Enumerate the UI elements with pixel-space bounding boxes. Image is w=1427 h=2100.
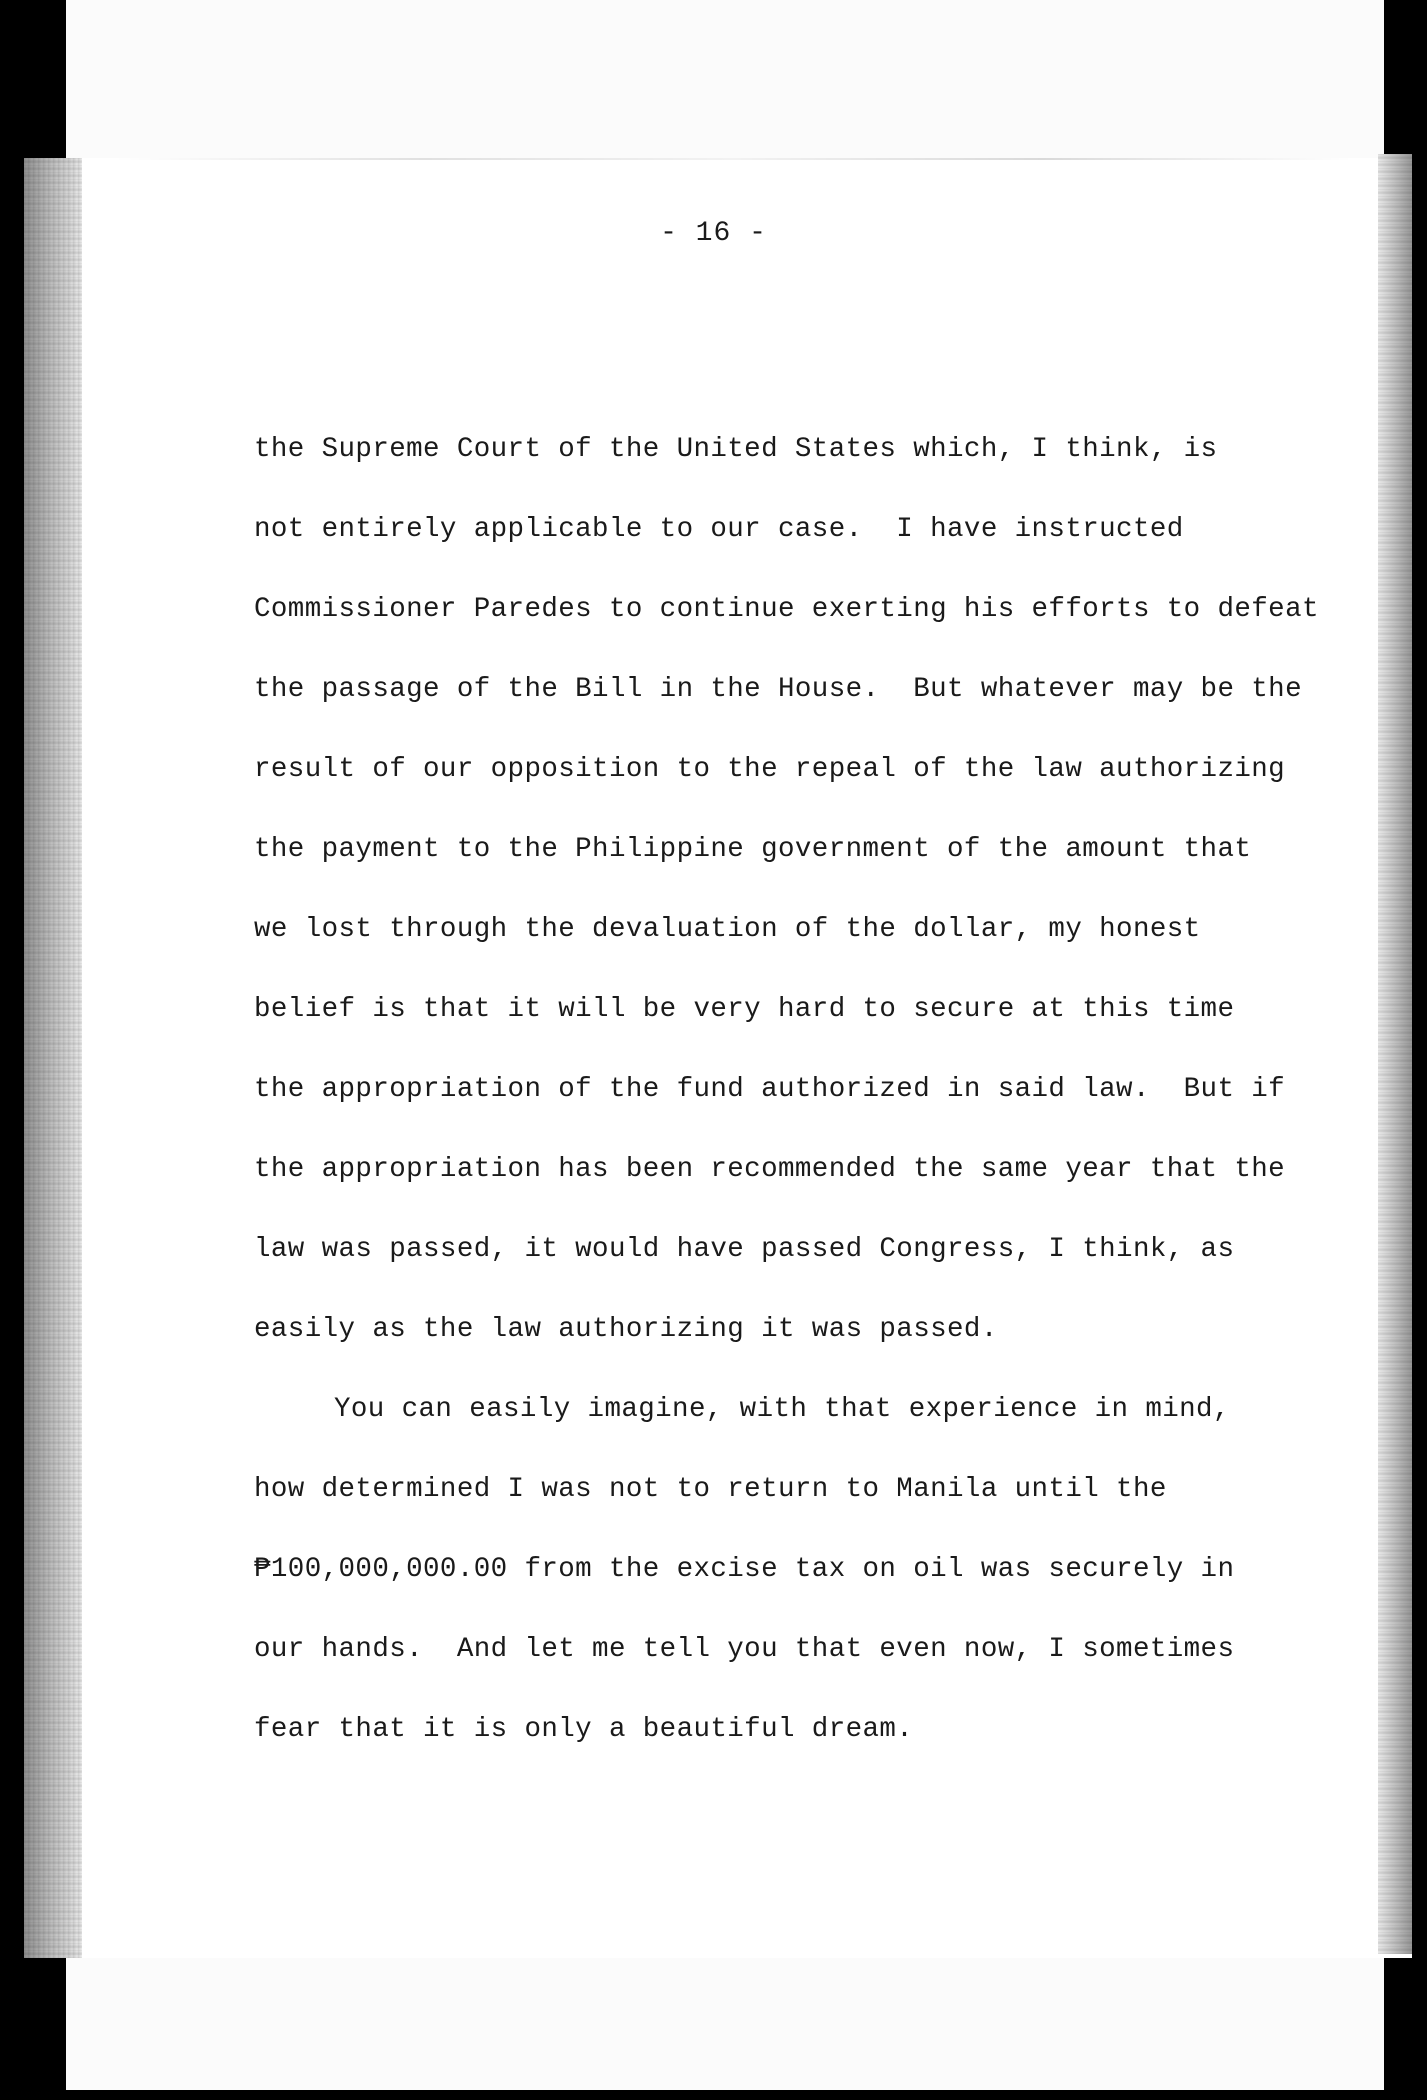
right-page-edge — [1378, 154, 1412, 1954]
text-line: not entirely applicable to our case. I have instructed — [254, 514, 1184, 545]
page-number: - 16 - — [660, 218, 767, 249]
text-line: the payment to the Philippine government of the amount that — [254, 834, 1252, 865]
text-line: law was passed, it would have passed Congress, I think, as — [254, 1234, 1235, 1265]
paragraph-start-line: You can easily imagine, with that experience in mind, — [334, 1394, 1230, 1425]
text-line: the appropriation has been recommended the same year that the — [254, 1154, 1286, 1185]
text-line: belief is that it will be very hard to secure at this time — [254, 994, 1235, 1025]
text-line: how determined I was not to return to Manila until the — [254, 1474, 1167, 1505]
text-line: ₱100,000,000.00 from the excise tax on oil was securely in — [254, 1554, 1235, 1585]
left-page-edge — [24, 158, 82, 1958]
text-line: fear that it is only a beautiful dream. — [254, 1714, 914, 1745]
body-text — [254, 426, 1334, 1786]
text-line: our hands. And let me tell you that even now, I sometimes — [254, 1634, 1235, 1665]
scan-line — [114, 158, 1352, 160]
text-line: easily as the law authorizing it was passed. — [254, 1314, 998, 1345]
text-line: we lost through the devaluation of the dollar, my honest — [254, 914, 1201, 945]
text-line: the passage of the Bill in the House. But whatever may be the — [254, 674, 1302, 705]
text-line: the appropriation of the fund authorized in said law. But if — [254, 1074, 1286, 1105]
text-line: result of our opposition to the repeal of the law authorizing — [254, 754, 1286, 785]
text-line: the Supreme Court of the United States which, I think, is — [254, 434, 1218, 465]
text-line: Commissioner Paredes to continue exerting his efforts to defeat — [254, 594, 1319, 625]
